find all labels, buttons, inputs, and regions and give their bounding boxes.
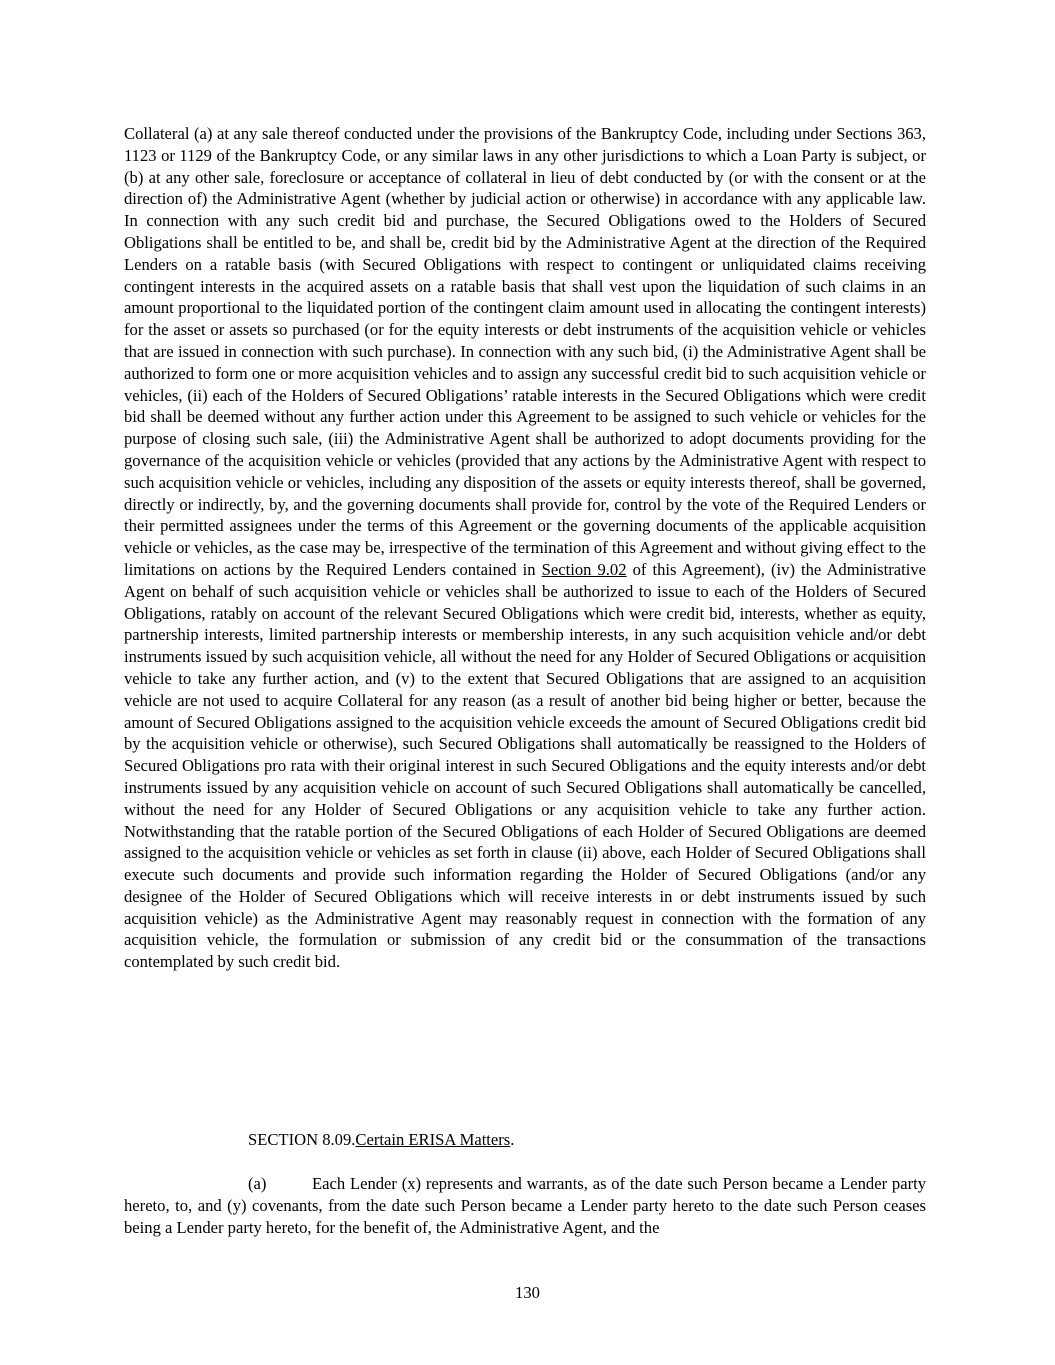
clause-label: (a) xyxy=(248,1174,267,1193)
section-cross-reference: Section 9.02 xyxy=(541,559,627,579)
body-paragraph xyxy=(124,123,926,973)
clause-text: Each Lender (x) represents and warrants, as of the date such Person became a Lender party hereto, to, and (y) covenants, from the date such Person became a Lender party hereto to the date such Person ceases being a Lender party hereto, for the benefit of, the Administrative Agent, and the xyxy=(124,1174,926,1237)
section-title-period: . xyxy=(510,1130,515,1149)
section-title: Certain ERISA Matters xyxy=(355,1130,511,1149)
body-text-part1: Collateral (a) at any sale thereof conducted under the provisions of the Bankruptcy Code, including under Sections 363, 1123 or 1129 of the Bankruptcy Code, or any similar laws in any other jurisdictions to which a Loan Party is subject, or (b) at any other sale, foreclosure or acceptance of collateral in lieu of debt conducted by (or with the consent or at the direction of) the Administrative Agent (whether by judicial action or otherwise) in accordance with any applicable law. In connection with any such credit bid and purchase, the Secured Obligations owed to the Holders of Secured Obligations shall be entitled to be, and shall be, credit bid by the Administrative Agent at the direction of the Required Lenders on a ratable basis (with Secured Obligations with respect to contingent or unliquidated claims receiving contingent interests in the acquired assets on a ratable basis that shall vest upon the liquidation of such claims in an amount proportional to the liquidated portion of the contingent claim amount used in allocating the contingent interests) for the asset or assets so purchased (or for the equity interests or debt instruments of the acquisition vehicle or vehicles that are issued in connection with such purchase). In connection with any such bid, (i) the Administrative Agent shall be authorized to form one or more acquisition vehicles and to assign any successful credit bid to such acquisition vehicle or vehicles, (ii) each of the Holders of Secured Obligations’ ratable interests in the Secured Obligations which were credit bid shall be deemed without any further action under this Agreement to be assigned to such vehicle or vehicles for the purpose of closing such sale, (iii) the Administrative Agent shall be authorized to adopt documents providing for the governance of the acquisition vehicle or vehicles (provided that any actions by the Administrative Agent with respect to such acquisition vehicle or vehicles, including any disposition of the assets or equity interests thereof, shall be governed, directly or indirectly, by, and the governing documents shall provide for, control by the vote of the Required Lenders or their permitted assignees under the terms of this Agreement or the governing documents of the applicable acquisition vehicle or vehicles, as the case may be, irrespective of the termination of this Agreement and without giving effect to the limitations on actions by the Required Lenders contained in xyxy=(124,124,926,579)
section-heading xyxy=(248,1129,514,1151)
section-number: SECTION 8.09. xyxy=(248,1130,356,1149)
body-text-part2: of this Agreement), (iv) the Administrative Agent on behalf of such acquisition vehicle or vehicles shall be authorized to issue to each of the Holders of Secured Obligations, ratably on account of the relevant Secured Obligations which were credit bid, interests, whether as equity, partnership interests, limited partnership interests or membership interests, in any such acquisition vehicle and/or debt instruments issued by such acquisition vehicle, all without the need for any Holder of Secured Obligations or acquisition vehicle to take any further action, and (v) to the extent that Secured Obligations that are assigned to an acquisition vehicle are not used to acquire Collateral for any reason (as a result of another bid being higher or better, because the amount of Secured Obligations assigned to the acquisition vehicle exceeds the amount of Secured Obligations credit bid by the acquisition vehicle or otherwise), such Secured Obligations shall automatically be reassigned to the Holders of Secured Obligations pro rata with their original interest in such Secured Obligations and the equity interests and/or debt instruments issued by any acquisition vehicle on account of such Secured Obligations shall automatically be cancelled, without the need for any Holder of Secured Obligations or any acquisition vehicle to take any further action. Notwithstanding that the ratable portion of the Secured Obligations of each Holder of Secured Obligations are deemed assigned to the acquisition vehicle or vehicles as set forth in clause (ii) above, each Holder of Secured Obligations shall execute such documents and provide such information regarding the Holder of Secured Obligations (and/or any designee of the Holder of Secured Obligations which will receive interests in or debt instruments issued by such acquisition vehicle) as the Administrative Agent may reasonably request in connection with the formation of any acquisition vehicle, the formulation or submission of any credit bid or the consummation of the transactions contemplated by such credit bid. xyxy=(124,559,926,972)
clause-paragraph xyxy=(124,1173,926,1238)
page-number: 130 xyxy=(515,1283,540,1302)
